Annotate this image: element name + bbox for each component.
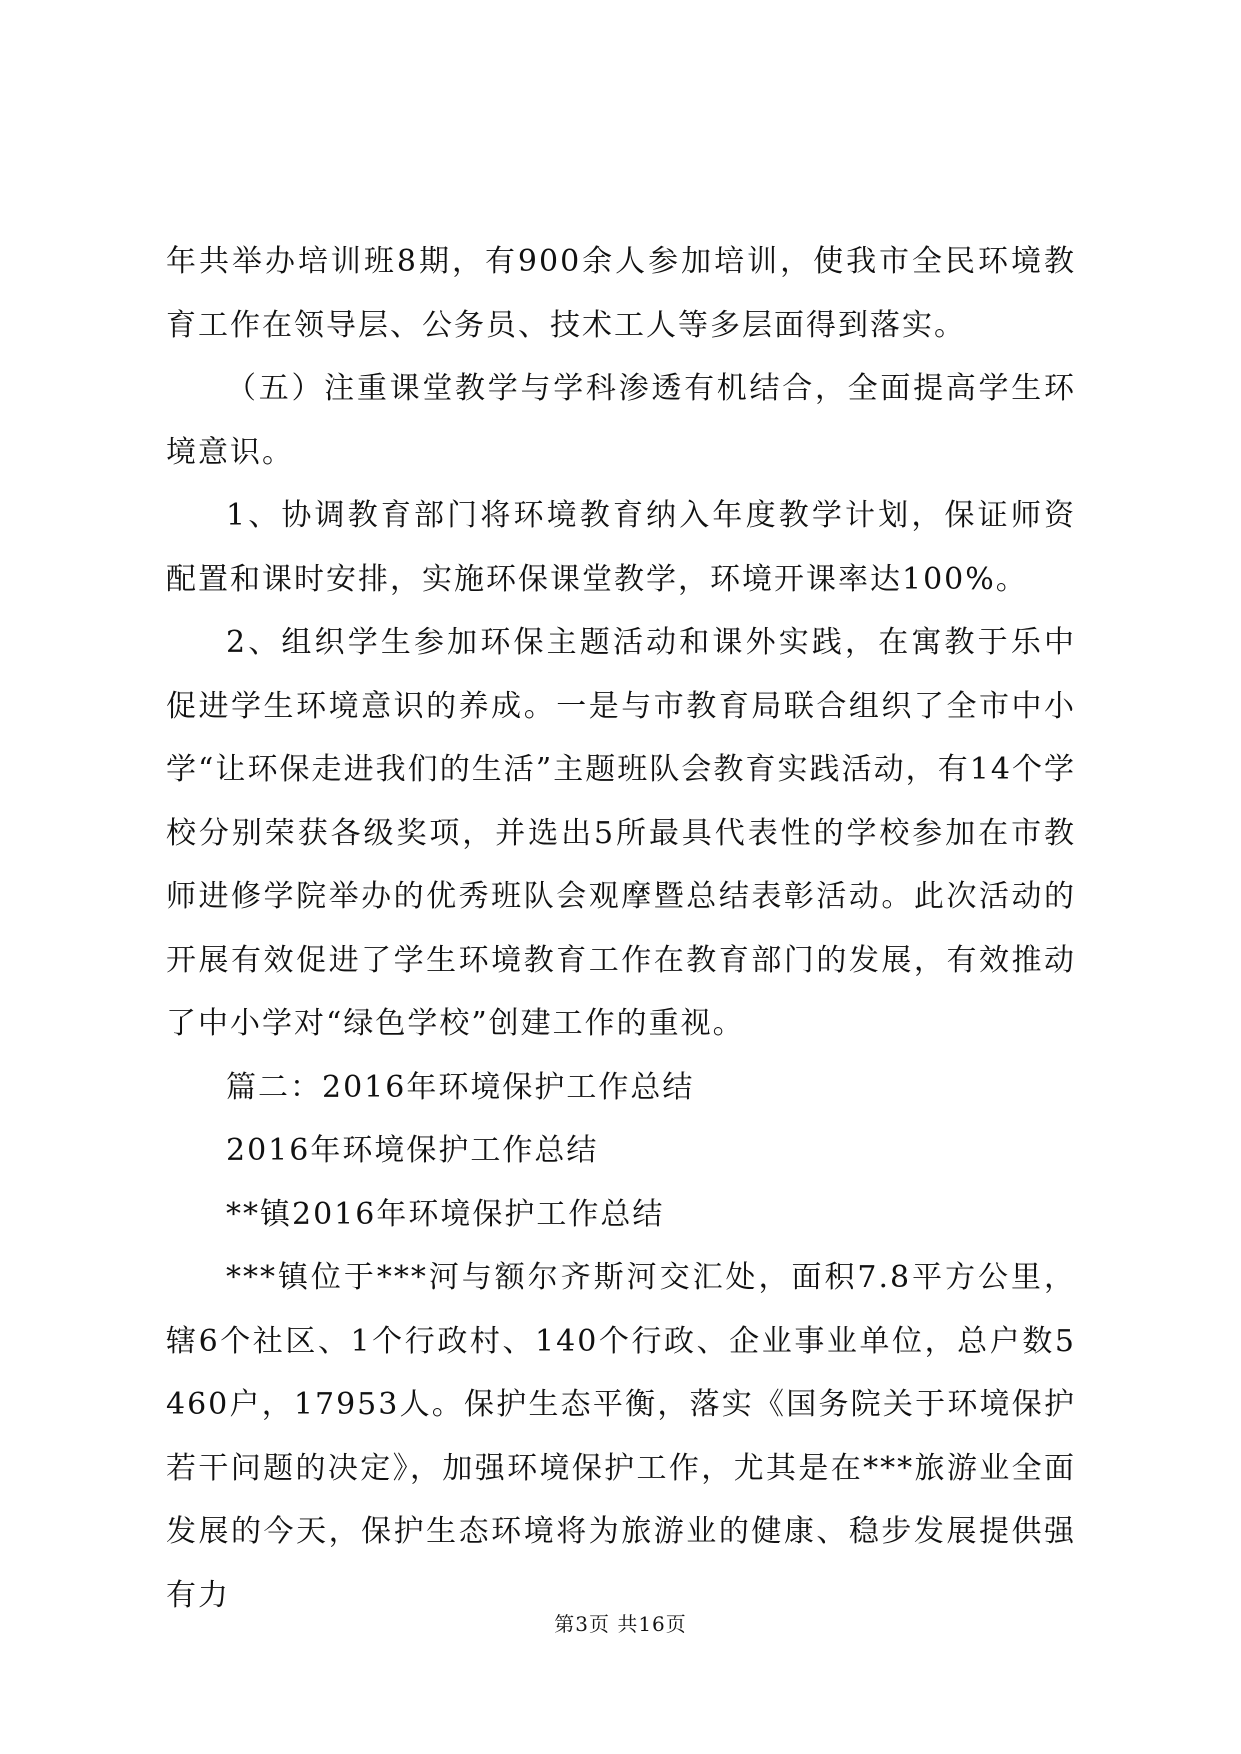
paragraph-town-overview: ***镇位于***河与额尔齐斯河交汇处，面积7.8平方公里，辖6个社区、1个行政村、140个行政、企业事业单位，总户数5460户，17953人。保护生态平衡，落实《国务院关于环境保护若干问题的决定》，加强环境保护工作，尤其是在***旅游业全面发展的今天，保护生态环境将为旅游业的健康、稳步发展提供强有力 bbox=[166, 1260, 1076, 1613]
paragraph-summary-title: 2016年环境保护工作总结 bbox=[226, 1133, 599, 1168]
page-number-footer: 第3页 共16页 bbox=[554, 1612, 687, 1636]
paragraph-chapter-two-title: 篇二：2016年环境保护工作总结 bbox=[226, 1069, 695, 1105]
paragraph-town-summary-title: **镇2016年环境保护工作总结 bbox=[226, 1196, 665, 1232]
paragraph-item-two: 2、组织学生参加环保主题活动和课外实践，在寓教于乐中促进学生环境意识的养成。一是与市教育局联合组织了全市中小学“让环保走进我们的生活”主题班队会教育实践活动，有14个学校分别荣获各级奖项，并选出5所最具代表性的学校参加在市教师进修学院举办的优秀班队会观摩暨总结表彰活动。此次活动的开展有效促进了学生环境教育工作在教育部门的发展，有效推动了中小学对“绿色学校”创建工作的重视。 bbox=[166, 625, 1076, 1041]
paragraph-section-five-heading: （五）注重课堂教学与学科渗透有机结合，全面提高学生环境意识。 bbox=[166, 371, 1076, 470]
paragraph-training: 年共举办培训班8期，有900余人参加培训，使我市全民环境教育工作在领导层、公务员、技术工人等多层面得到落实。 bbox=[166, 244, 1076, 343]
paragraph-item-one: 1、协调教育部门将环境教育纳入年度教学计划，保证师资配置和课时安排，实施环保课堂教学，环境开课率达100%。 bbox=[166, 498, 1076, 597]
document-body bbox=[166, 230, 1076, 1627]
